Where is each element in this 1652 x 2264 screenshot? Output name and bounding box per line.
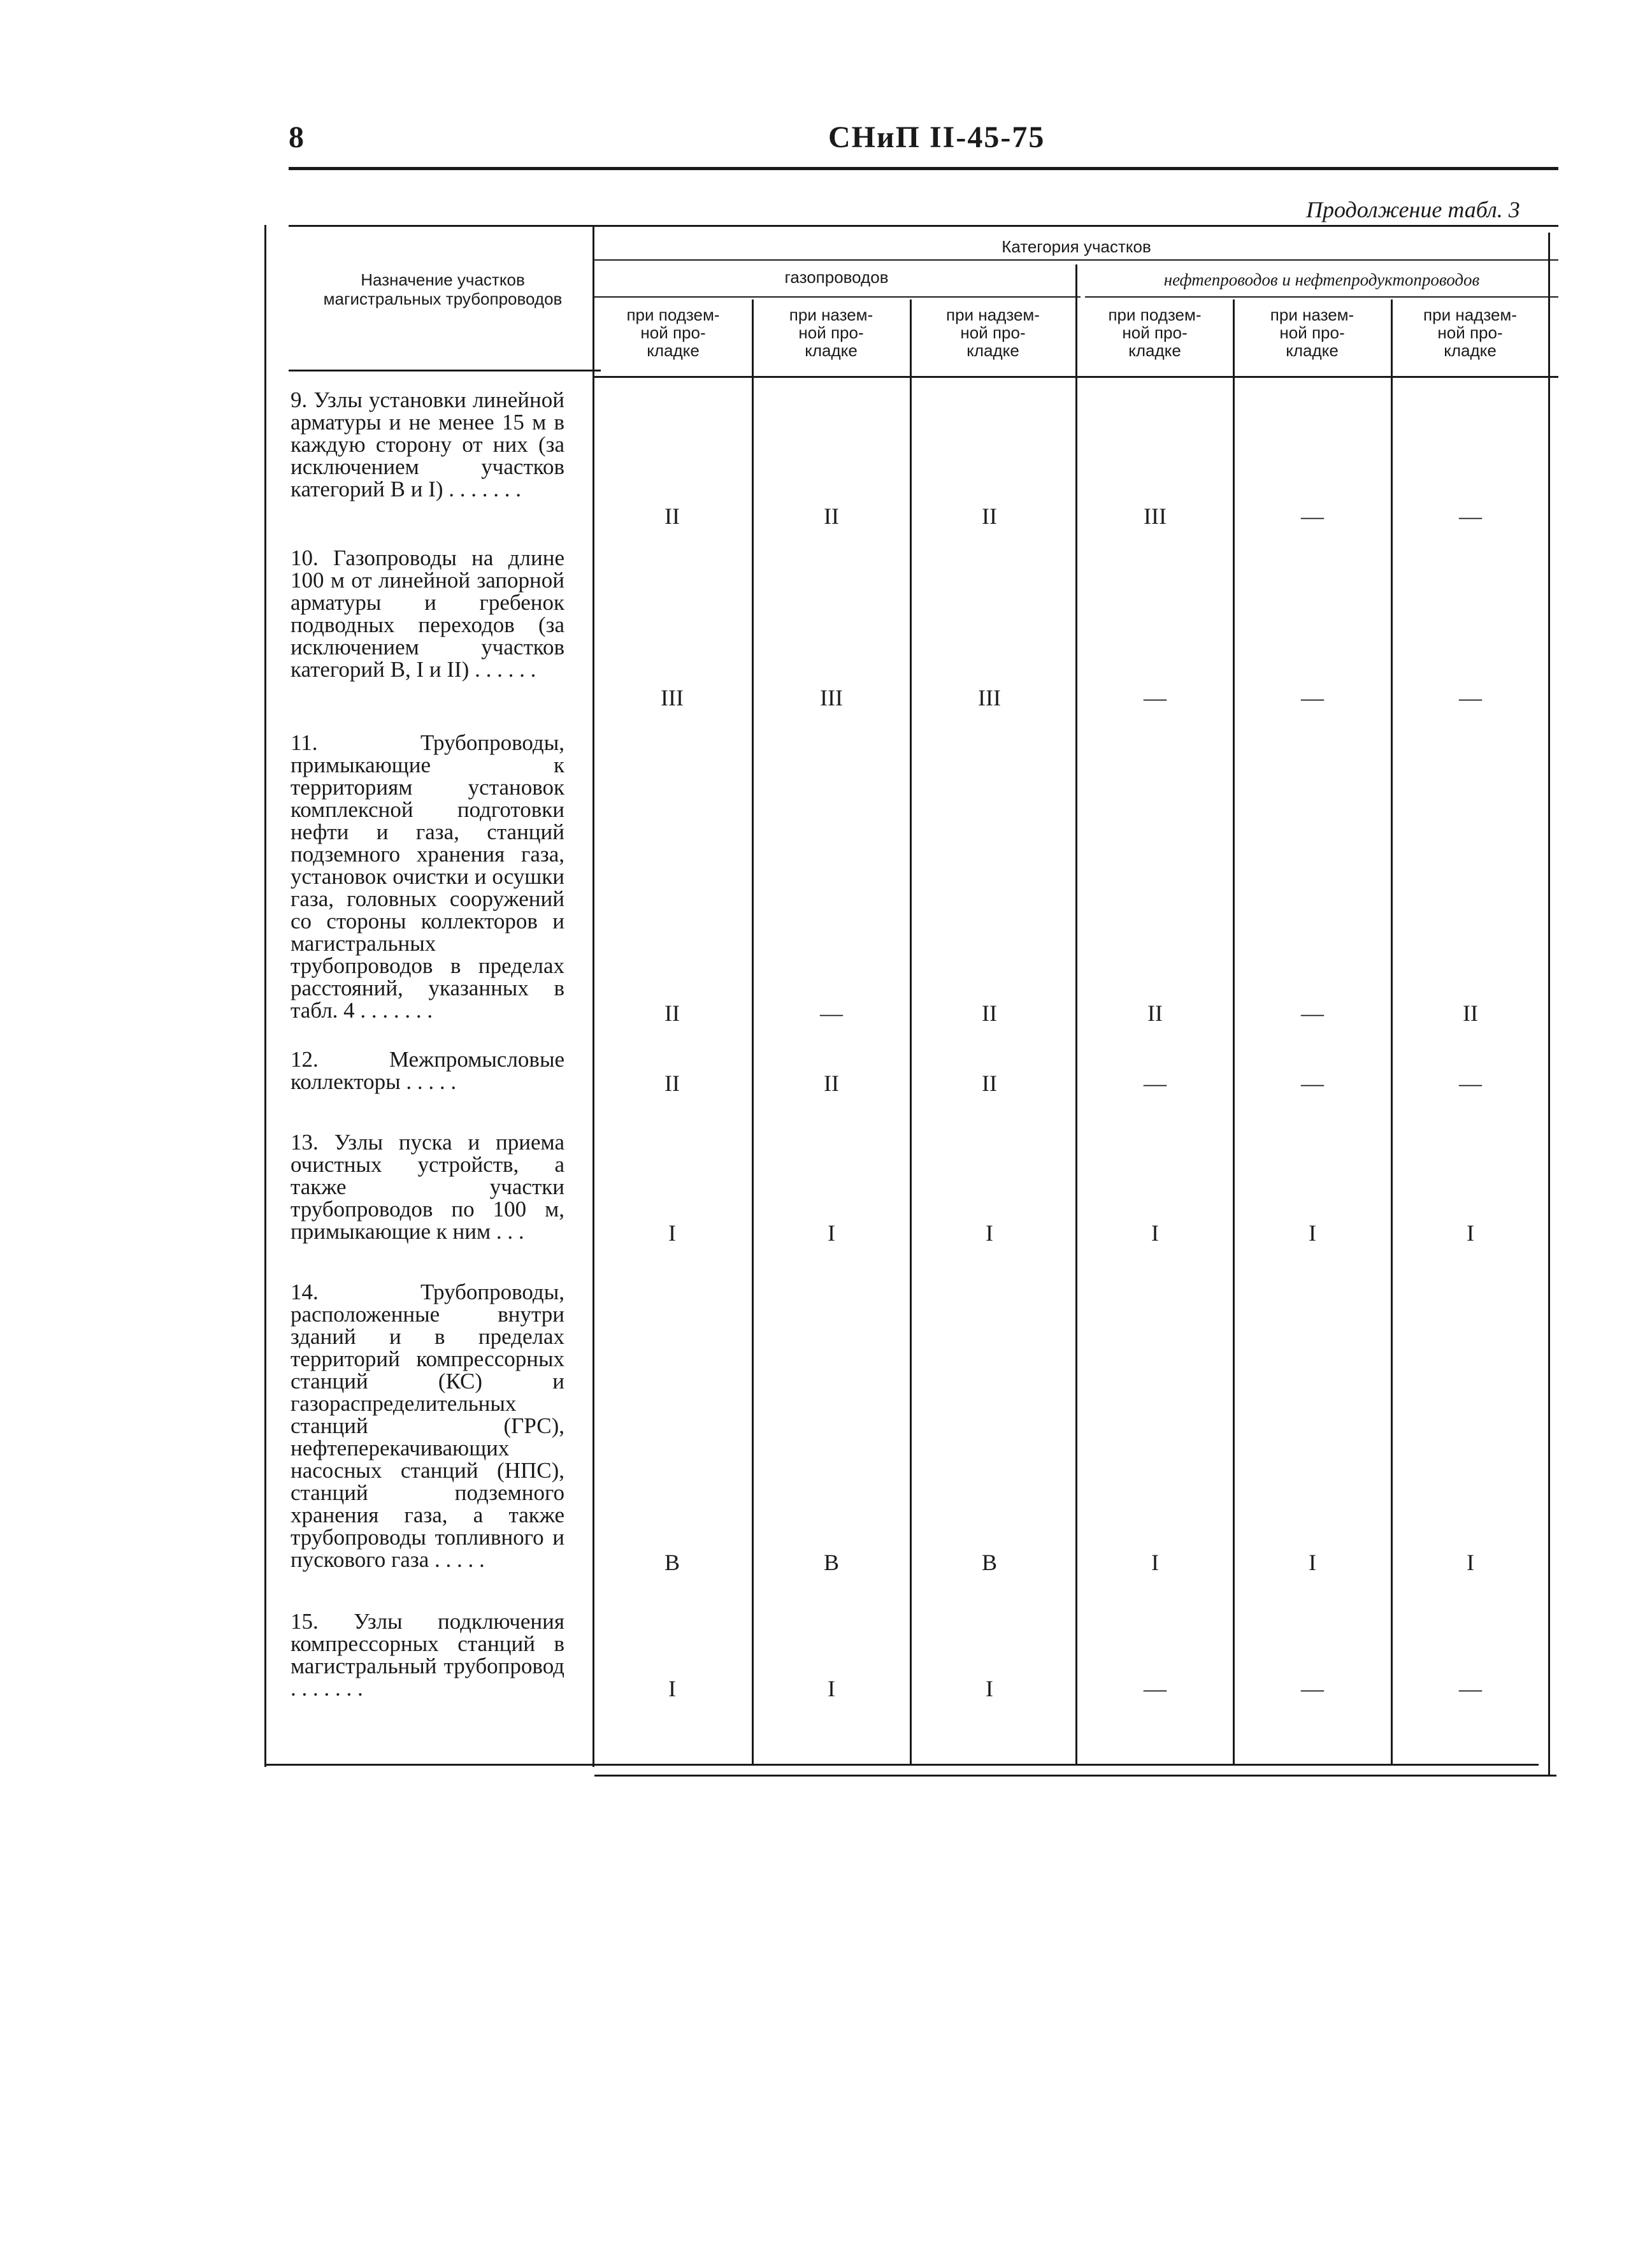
table-cell: II bbox=[664, 1071, 680, 1096]
category-heading: Категория участков bbox=[1002, 237, 1151, 256]
table-row-12-description: 12. Межпромысловые коллекторы . . . . . bbox=[291, 1047, 564, 1094]
oil-group-rule bbox=[1085, 296, 1558, 298]
table-continuation-label: Продолжение табл. 3 bbox=[1306, 197, 1520, 222]
subheader-gas-aboveground: при надзем- ной про- кладке bbox=[946, 305, 1040, 360]
table-cell: I bbox=[668, 1220, 676, 1246]
table-row-13-description: 13. Узлы пуска и приема очистных устройств, а также участки трубопроводов по 100 м, примыкающие к ним . . . bbox=[291, 1130, 564, 1244]
subheader-gas-underground: при подзем- ной про- кладке bbox=[626, 305, 720, 360]
table-cell: — bbox=[1459, 503, 1482, 529]
table-cell: II bbox=[1463, 1000, 1478, 1026]
table-cell: II bbox=[664, 1000, 680, 1026]
group-oil-pipelines: нефтепроводов и нефтепродуктопроводов bbox=[1163, 270, 1480, 289]
table-cell: III bbox=[820, 685, 843, 710]
table-cell: — bbox=[1301, 685, 1324, 710]
table-cell: — bbox=[1301, 503, 1324, 529]
table-row-9-description: 9. Узлы установки линейной арматуры и не менее 15 м в каждую сторону от них (за исключением участков категорий В и I) . . . . . . . bbox=[291, 387, 564, 501]
table-row-15-description: 15. Узлы подключения компрессорных станций в магистральный трубопровод . . . . . . . bbox=[291, 1609, 564, 1701]
table-cell: II bbox=[982, 503, 997, 529]
table-cell: — bbox=[1144, 1676, 1167, 1701]
table-cell: I bbox=[1467, 1550, 1474, 1575]
header-rule bbox=[289, 167, 1558, 170]
table-cell: — bbox=[1301, 1071, 1324, 1096]
column-heading-purpose: Назначение участков магистральных трубопроводов bbox=[323, 270, 563, 308]
table-cell: II bbox=[824, 503, 839, 529]
subheader-gas-surface: при назем- ной про- кладке bbox=[789, 305, 873, 360]
table-bottom-rule-2 bbox=[594, 1775, 1556, 1777]
table-cell: — bbox=[1301, 1000, 1324, 1026]
table-cell: — bbox=[1144, 685, 1167, 710]
document-code: СНиП II-45-75 bbox=[828, 120, 1045, 154]
table-cell: II bbox=[982, 1000, 997, 1026]
table-cell: III bbox=[978, 685, 1001, 710]
table-row-11-description: 11. Трубопроводы, примыкающие к территориям установок комплексной подготовки нефти и газа, станций подземного хранения газа, установок очистки и осушки газа, головных сооружений со стороны коллекторов и магистральных трубопроводов в пределах расстояний, указанных в табл. 4 . . . . . . . bbox=[291, 730, 564, 1023]
table-row-10-description: 10. Газопроводы на длине 100 м от линейной запорной арматуры и гребенок подводных переходов (за исключением участков категорий В, I и II) . . . . . . bbox=[291, 545, 564, 682]
table-cell: I bbox=[1309, 1550, 1316, 1575]
table-cell: II bbox=[1147, 1000, 1163, 1026]
table-cell: I bbox=[986, 1676, 993, 1701]
table-cell: III bbox=[1144, 503, 1167, 529]
table-cell: II bbox=[824, 1071, 839, 1096]
table-cell: — bbox=[1459, 1676, 1482, 1701]
table-cell: — bbox=[1459, 1071, 1482, 1096]
table-cell: I bbox=[828, 1676, 835, 1701]
subheader-oil-aboveground: при надзем- ной про- кладке bbox=[1423, 305, 1517, 360]
table-cell: III bbox=[661, 685, 684, 710]
table-cell: I bbox=[828, 1220, 835, 1246]
table-cell: В bbox=[823, 1550, 839, 1575]
table-row-14-description: 14. Трубопроводы, расположенные внутри зданий и в пределах территорий компрессорных станций (КС) и газораспределительных станций (ГРС), нефтеперекачивающих насосных станций (НПС), станций подземного хранения газа, а также трубопроводы топливного и пускового газа . . . . . bbox=[291, 1280, 564, 1572]
table-cell: — bbox=[1301, 1676, 1324, 1701]
table-cell: I bbox=[1467, 1220, 1474, 1246]
table-cell: II bbox=[982, 1071, 997, 1096]
table-bottom-rule bbox=[264, 1764, 1539, 1766]
table-cell: — bbox=[1459, 685, 1482, 710]
page-number: 8 bbox=[289, 120, 304, 154]
table-top-rule bbox=[289, 225, 1558, 227]
row-header-rule bbox=[289, 370, 601, 371]
table-cell: I bbox=[986, 1220, 993, 1246]
group-gas-pipelines: газопроводов bbox=[784, 268, 889, 287]
table-cell: В bbox=[664, 1550, 680, 1575]
table-cell: — bbox=[820, 1000, 843, 1026]
gas-group-rule bbox=[594, 296, 1081, 298]
table-cell: I bbox=[668, 1676, 676, 1701]
subheader-oil-underground: при подзем- ной про- кладке bbox=[1108, 305, 1202, 360]
table-cell: — bbox=[1144, 1071, 1167, 1096]
table-cell: I bbox=[1151, 1550, 1159, 1575]
category-rule bbox=[594, 259, 1558, 261]
table-cell: I bbox=[1151, 1220, 1159, 1246]
col-divider-1 bbox=[593, 225, 594, 1767]
table-cell: В bbox=[981, 1550, 997, 1575]
table-cell: II bbox=[664, 503, 680, 529]
subheader-oil-surface: при назем- ной про- кладке bbox=[1270, 305, 1354, 360]
table-cell: I bbox=[1309, 1220, 1316, 1246]
table-left-border bbox=[264, 225, 266, 1767]
